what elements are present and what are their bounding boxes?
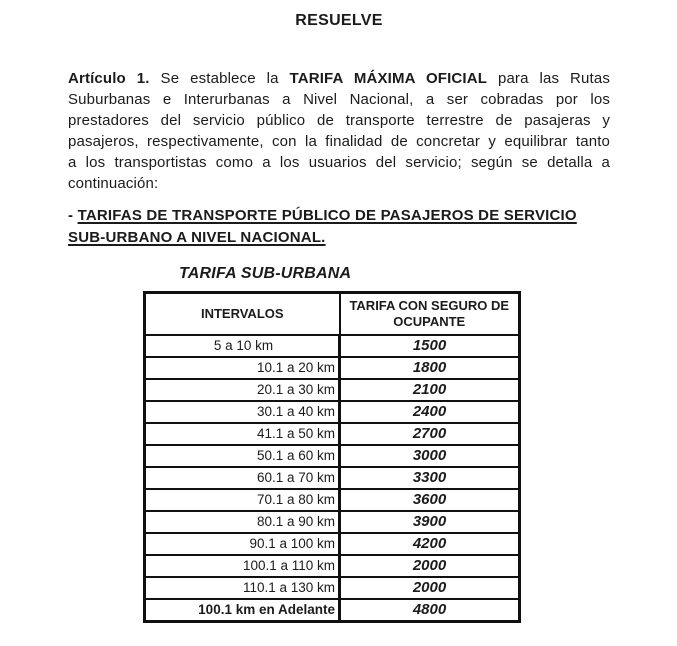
table-row bbox=[145, 511, 520, 533]
tarifa-cell: 2400 bbox=[340, 401, 520, 423]
tarifa-cell: 3900 bbox=[340, 511, 520, 533]
tarifa-cell: 2000 bbox=[340, 555, 520, 577]
table-row bbox=[145, 577, 520, 599]
tarifa-cell: 4200 bbox=[340, 533, 520, 555]
header-intervalos: INTERVALOS bbox=[145, 293, 340, 336]
tarifa-cell: 3300 bbox=[340, 467, 520, 489]
interval-cell: 10.1 a 20 km bbox=[145, 357, 340, 379]
interval-cell: 60.1 a 70 km bbox=[145, 467, 340, 489]
interval-cell: 20.1 a 30 km bbox=[145, 379, 340, 401]
table-row bbox=[145, 401, 520, 423]
interval-cell: 70.1 a 80 km bbox=[145, 489, 340, 511]
table-row bbox=[145, 423, 520, 445]
tarifa-cell: 4800 bbox=[340, 599, 520, 622]
table-header-row bbox=[145, 293, 520, 336]
section-heading bbox=[68, 205, 610, 249]
table-row bbox=[145, 467, 520, 489]
tarifa-cell: 1500 bbox=[340, 335, 520, 357]
interval-cell: 100.1 km en Adelante bbox=[145, 599, 340, 622]
table-row bbox=[145, 379, 520, 401]
table-row bbox=[145, 599, 520, 622]
table-row bbox=[145, 489, 520, 511]
header-tarifa: TARIFA CON SEGURO DE OCUPANTE bbox=[340, 293, 520, 336]
interval-cell: 80.1 a 90 km bbox=[145, 511, 340, 533]
article-label: Artículo 1. bbox=[68, 70, 150, 87]
article-emphasis: TARIFA MÁXIMA OFICIAL bbox=[289, 70, 488, 87]
interval-cell: 41.1 a 50 km bbox=[145, 423, 340, 445]
article-text-part2: para las Rutas Suburbanas e Interurbanas a Nivel Nacional, a ser cobradas por los prestadores del servicio público de transporte terrestre de pasajeras y pasajeros, respectivamente, con la finalidad de concretar y equilibrar tanto a los transportistas como a los usuarios del servicio; según se detalla a continuación: bbox=[68, 70, 610, 192]
tarifa-cell: 2000 bbox=[340, 577, 520, 599]
interval-cell: 50.1 a 60 km bbox=[145, 445, 340, 467]
tarifa-cell: 1800 bbox=[340, 357, 520, 379]
section-heading-dash: - bbox=[68, 207, 78, 224]
tarifa-cell: 3000 bbox=[340, 445, 520, 467]
tarifa-cell: 3600 bbox=[340, 489, 520, 511]
tarifa-cell: 2700 bbox=[340, 423, 520, 445]
interval-cell: 30.1 a 40 km bbox=[145, 401, 340, 423]
interval-cell: 100.1 a 110 km bbox=[145, 555, 340, 577]
article-text-part1: Se establece la bbox=[149, 70, 290, 87]
section-heading-text: TARIFAS DE TRANSPORTE PÚBLICO DE PASAJEROS DE SERVICIO SUB-URBANO A NIVEL NACIONAL. bbox=[68, 207, 577, 246]
interval-cell: 5 a 10 km bbox=[145, 335, 340, 357]
interval-cell: 110.1 a 130 km bbox=[145, 577, 340, 599]
table-row bbox=[145, 555, 520, 577]
table-row bbox=[145, 533, 520, 555]
article-1-paragraph bbox=[68, 68, 610, 194]
table-title: TARIFA SUB-URBANA bbox=[179, 265, 352, 282]
interval-cell: 90.1 a 100 km bbox=[145, 533, 340, 555]
table-row bbox=[145, 445, 520, 467]
table-row bbox=[145, 357, 520, 379]
document-title: RESUELVE bbox=[295, 12, 383, 29]
table-row bbox=[145, 335, 520, 357]
tarifa-cell: 2100 bbox=[340, 379, 520, 401]
tariff-table bbox=[143, 291, 521, 623]
